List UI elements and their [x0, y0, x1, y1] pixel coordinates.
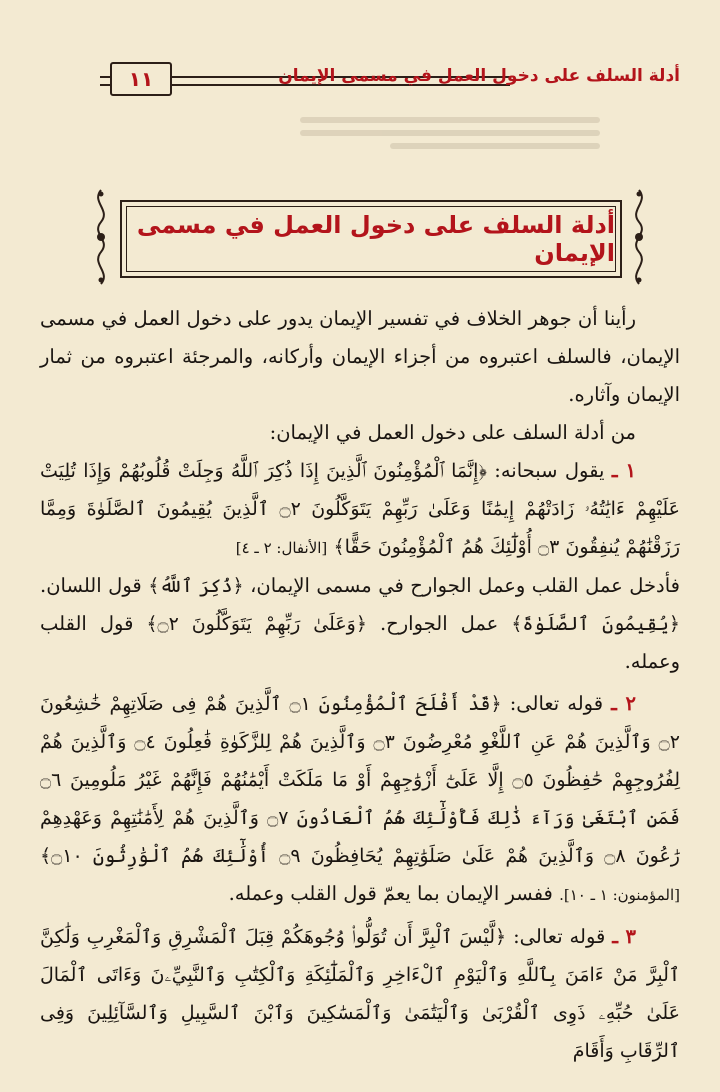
explanation-text: ففسر الإيمان بما يعمّ قول القلب وعمله. [228, 882, 553, 905]
evidence-intro: يقول سبحانه: [494, 459, 605, 482]
chapter-title-frame [120, 200, 622, 278]
verse-reference: [المؤمنون: ١ ـ ١٠]. [559, 886, 680, 904]
running-title: أدلة السلف على دخول العمل في مسمى الإيمان [278, 66, 680, 86]
evidence-2 [40, 685, 680, 914]
explanation-text: قول القلب وعمله. [40, 612, 680, 673]
evidence-3 [40, 918, 680, 1070]
running-header [100, 58, 680, 94]
verse-reference: [الأنفال: ٢ ـ ٤] [235, 539, 328, 557]
show-through-bleed [300, 110, 600, 150]
chapter-title: أدلة السلف على دخول العمل في مسمى الإيمان [136, 211, 615, 267]
quran-verse: ﴿قَدْ أَفْلَحَ ٱلْمُؤْمِنُونَ ۝١ ٱلَّذِينَ هُمْ فِى صَلَاتِهِمْ خَٰشِعُونَ ۝٢ وَٱلَّذِينَ هُمْ عَنِ ٱللَّغْوِ مُعْرِضُونَ ۝٣ وَٱلَّذِينَ هُمْ لِلزَّكَوٰةِ فَٰعِلُونَ ۝٤ وَٱلَّذِينَ هُمْ لِفُرُوجِهِمْ حَٰفِظُونَ ۝٥ إِلَّا عَلَىٰٓ أَزْوَٰجِهِمْ أَوْ مَا مَلَكَتْ أَيْمَٰنُهُمْ فَإِنَّهُمْ غَيْرُ مَلُومِينَ ۝٦ فَمَنِ ٱبْتَغَىٰ وَرَآءَ ذَٰلِكَ فَأُوْلَٰٓئِكَ هُمُ ٱلْعَادُونَ ۝٧ وَٱلَّذِينَ هُمْ لِأَمَٰنَٰتِهِمْ وَعَهْدِهِمْ رَٰعُونَ ۝٨ وَٱلَّذِينَ هُمْ عَلَىٰ صَلَوَٰتِهِمْ يُحَافِظُونَ ۝٩ أُوْلَٰٓئِكَ هُمُ ٱلْوَٰرِثُونَ ۝١٠﴾ [40, 693, 681, 867]
explanation-text: عمل الجوارح. [379, 612, 499, 635]
evidence-number: ٢ ـ [611, 692, 637, 715]
right-ornament-icon [624, 188, 654, 286]
page-number: ١١ [110, 62, 172, 96]
evidence-number: ١ ـ [611, 459, 637, 482]
evidence-intro: قوله تعالى: [509, 692, 604, 715]
body-text [40, 300, 680, 1070]
intro-paragraph: رأينا أن جوهر الخلاف في تفسير الإيمان يدور على دخول العمل في مسمى الإيمان، فالسلف اعتبروه من أجزاء الإيمان وأركانه، والمرجئة اعتبروه من ثمار الإيمان وآثاره. [40, 307, 680, 406]
left-ornament-icon [86, 188, 116, 286]
evidence-1 [40, 452, 680, 567]
explanation-text: فأدخل عمل القلب وعمل الجوارح في مسمى الإيمان، [250, 574, 680, 597]
lead-paragraph: من أدلة السلف على دخول العمل في الإيمان: [269, 421, 636, 444]
quran-verse: ﴿لَّيْسَ ٱلْبِرَّ أَن تُوَلُّوا۟ وُجُوهَكُمْ قِبَلَ ٱلْمَشْرِقِ وَٱلْمَغْرِبِ وَلَٰكِنَّ ٱلْبِرَّ مَنْ ءَامَنَ بِٱللَّهِ وَٱلْيَوْمِ ٱلْءَاخِرِ وَٱلْمَلَٰٓئِكَةِ وَٱلْكِتَٰبِ وَٱلنَّبِيِّۦنَ وَءَاتَى ٱلْمَالَ عَلَىٰ حُبِّهِۦ ذَوِى ٱلْقُرْبَىٰ وَٱلْيَتَٰمَىٰ وَٱلْمَسَٰكِينَ وَٱبْنَ ٱلسَّبِيلِ وَٱلسَّآئِلِينَ وَفِى ٱلرِّقَابِ وَأَقَامَ [40, 926, 680, 1062]
evidence-intro: قوله تعالى: [513, 925, 606, 948]
evidence-number: ٣ ـ [612, 925, 637, 948]
quran-verse: ﴿إِنَّمَا ٱلْمُؤْمِنُونَ ٱلَّذِينَ إِذَا ذُكِرَ ٱللَّهُ وَجِلَتْ قُلُوبُهُمْ وَإِذَا تُلِيَتْ عَلَيْهِمْ ءَايَٰتُهُۥ زَادَتْهُمْ إِيمَٰنًا وَعَلَىٰ رَبِّهِمْ يَتَوَكَّلُونَ ۝٢ ٱلَّذِينَ يُقِيمُونَ ٱلصَّلَوٰةَ وَمِمَّا رَزَقْنَٰهُمْ يُنفِقُونَ ۝٣ أُوْلَٰٓئِكَ هُمُ ٱلْمُؤْمِنُونَ حَقًّا﴾ [40, 460, 681, 558]
explanation-text: قول اللسان. [40, 574, 142, 597]
quran-quote: ﴿يُقِيمُونَ ٱلصَّلَوٰةَ﴾ [511, 613, 680, 635]
quran-quote: ﴿وَعَلَىٰ رَبِّهِمْ يَتَوَكَّلُونَ ۝٢﴾ [146, 613, 367, 635]
quran-quote: ﴿ذُكِرَ ٱللَّهُ﴾ [148, 575, 244, 597]
evidence-1-explanation [40, 567, 680, 681]
